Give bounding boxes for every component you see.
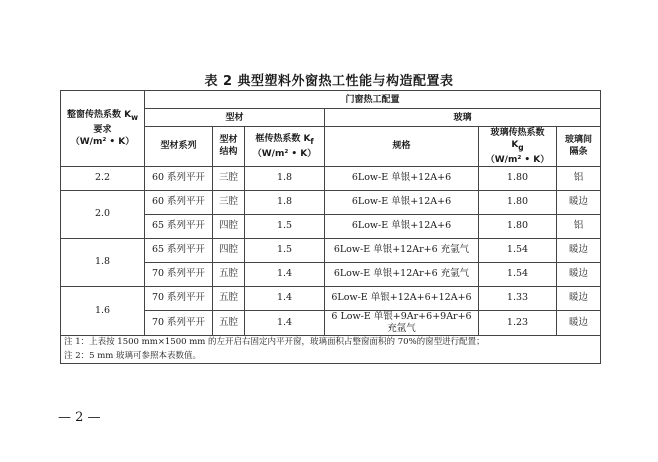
- spec-cell: 6Low-E 单银+12A+6: [325, 190, 479, 214]
- frame-k-cell: 1.8: [245, 190, 325, 214]
- door-window-config-header: 门窗热工配置: [145, 91, 601, 109]
- glass-k-cell: 1.80: [479, 190, 557, 214]
- requirement-cell: 2.2: [61, 166, 145, 190]
- spacer-cell: 铝: [557, 214, 601, 238]
- spacer-cell: 暖边: [557, 286, 601, 310]
- structure-cell: 五腔: [213, 262, 245, 286]
- frame-k-cell: 1.5: [245, 238, 325, 262]
- spacer-cell: 暖边: [557, 310, 601, 335]
- glass-k-cell: 1.33: [479, 286, 557, 310]
- structure-cell: 五腔: [213, 286, 245, 310]
- note-2: 注 2：5 mm 玻璃可参照本表数值。: [61, 349, 601, 363]
- glass-k-header: 玻璃传热系数 $K_g(W/m^2$ • K）: [479, 127, 557, 167]
- spacer-cell: 暖边: [557, 190, 601, 214]
- structure-cell: 四腔: [213, 238, 245, 262]
- spacer-cell: 暖边: [557, 238, 601, 262]
- series-cell: 65 系列平开: [145, 238, 213, 262]
- frame-k-cell: 1.8: [245, 166, 325, 190]
- spacer-cell: 暖边: [557, 262, 601, 286]
- page-number: — 2 —: [58, 410, 101, 425]
- thermal-performance-table: [60, 90, 601, 364]
- frame-k-cell: 1.4: [245, 286, 325, 310]
- series-cell: 70 系列平开: [145, 310, 213, 335]
- spec-cell: 6Low-E 单银+12Ar+6 充氩气: [325, 238, 479, 262]
- note-1: 注 1：上表按 1500 mm×1500 mm 的左开启右固定内平开窗，玻璃面积占整窗面积的 70%的窗型进行配置；: [61, 335, 601, 349]
- table-row: [61, 286, 601, 310]
- spacer-header: 玻璃间 隔条: [557, 127, 601, 167]
- glass-header: 玻璃: [325, 109, 601, 127]
- structure-cell: 五腔: [213, 310, 245, 335]
- series-cell: 60 系列平开: [145, 166, 213, 190]
- frame-k-cell: 1.4: [245, 310, 325, 335]
- requirement-cell: 1.8: [61, 238, 145, 286]
- series-cell: 60 系列平开: [145, 190, 213, 214]
- requirement-cell: 2.0: [61, 190, 145, 238]
- table-row: [61, 238, 601, 262]
- series-cell: 65 系列平开: [145, 214, 213, 238]
- profile-series-header: 型材系列: [145, 127, 213, 167]
- frame-k-header: 框传热系数 $K_f$ （W/m² • K）: [245, 127, 325, 167]
- requirement-header: 整窗传热系数 $K_w$ 要求 （W/m² • K）: [61, 91, 145, 167]
- glass-k-cell: 1.80: [479, 166, 557, 190]
- profile-structure-header: 型材 结构: [213, 127, 245, 167]
- glass-k-cell: 1.23: [479, 310, 557, 335]
- structure-cell: 三腔: [213, 166, 245, 190]
- structure-cell: 三腔: [213, 190, 245, 214]
- table-caption: 表 2 典型塑料外窗热工性能与构造配置表: [204, 74, 454, 89]
- series-cell: 70 系列平开: [145, 286, 213, 310]
- spacer-cell: 铝: [557, 166, 601, 190]
- series-cell: 70 系列平开: [145, 262, 213, 286]
- requirement-cell: 1.6: [61, 286, 145, 335]
- glass-k-cell: 1.80: [479, 214, 557, 238]
- table-row: [61, 166, 601, 190]
- frame-k-cell: 1.5: [245, 214, 325, 238]
- glass-k-cell: 1.54: [479, 262, 557, 286]
- table-row: [61, 190, 601, 214]
- profile-header: 型材: [145, 109, 325, 127]
- spec-cell: 6Low-E 单银+12Ar+6 充氩气: [325, 262, 479, 286]
- spec-cell: 6 Low-E 单银+9Ar+6+9Ar+6 充氩气: [325, 310, 479, 335]
- spec-cell: 6Low-E 单银+12A+6: [325, 166, 479, 190]
- spec-cell: 6Low-E 单银+12A+6+12A+6: [325, 286, 479, 310]
- spec-header: 规格: [325, 127, 479, 167]
- glass-k-cell: 1.54: [479, 238, 557, 262]
- spec-cell: 6Low-E 单银+12A+6: [325, 214, 479, 238]
- frame-k-cell: 1.4: [245, 262, 325, 286]
- structure-cell: 四腔: [213, 214, 245, 238]
